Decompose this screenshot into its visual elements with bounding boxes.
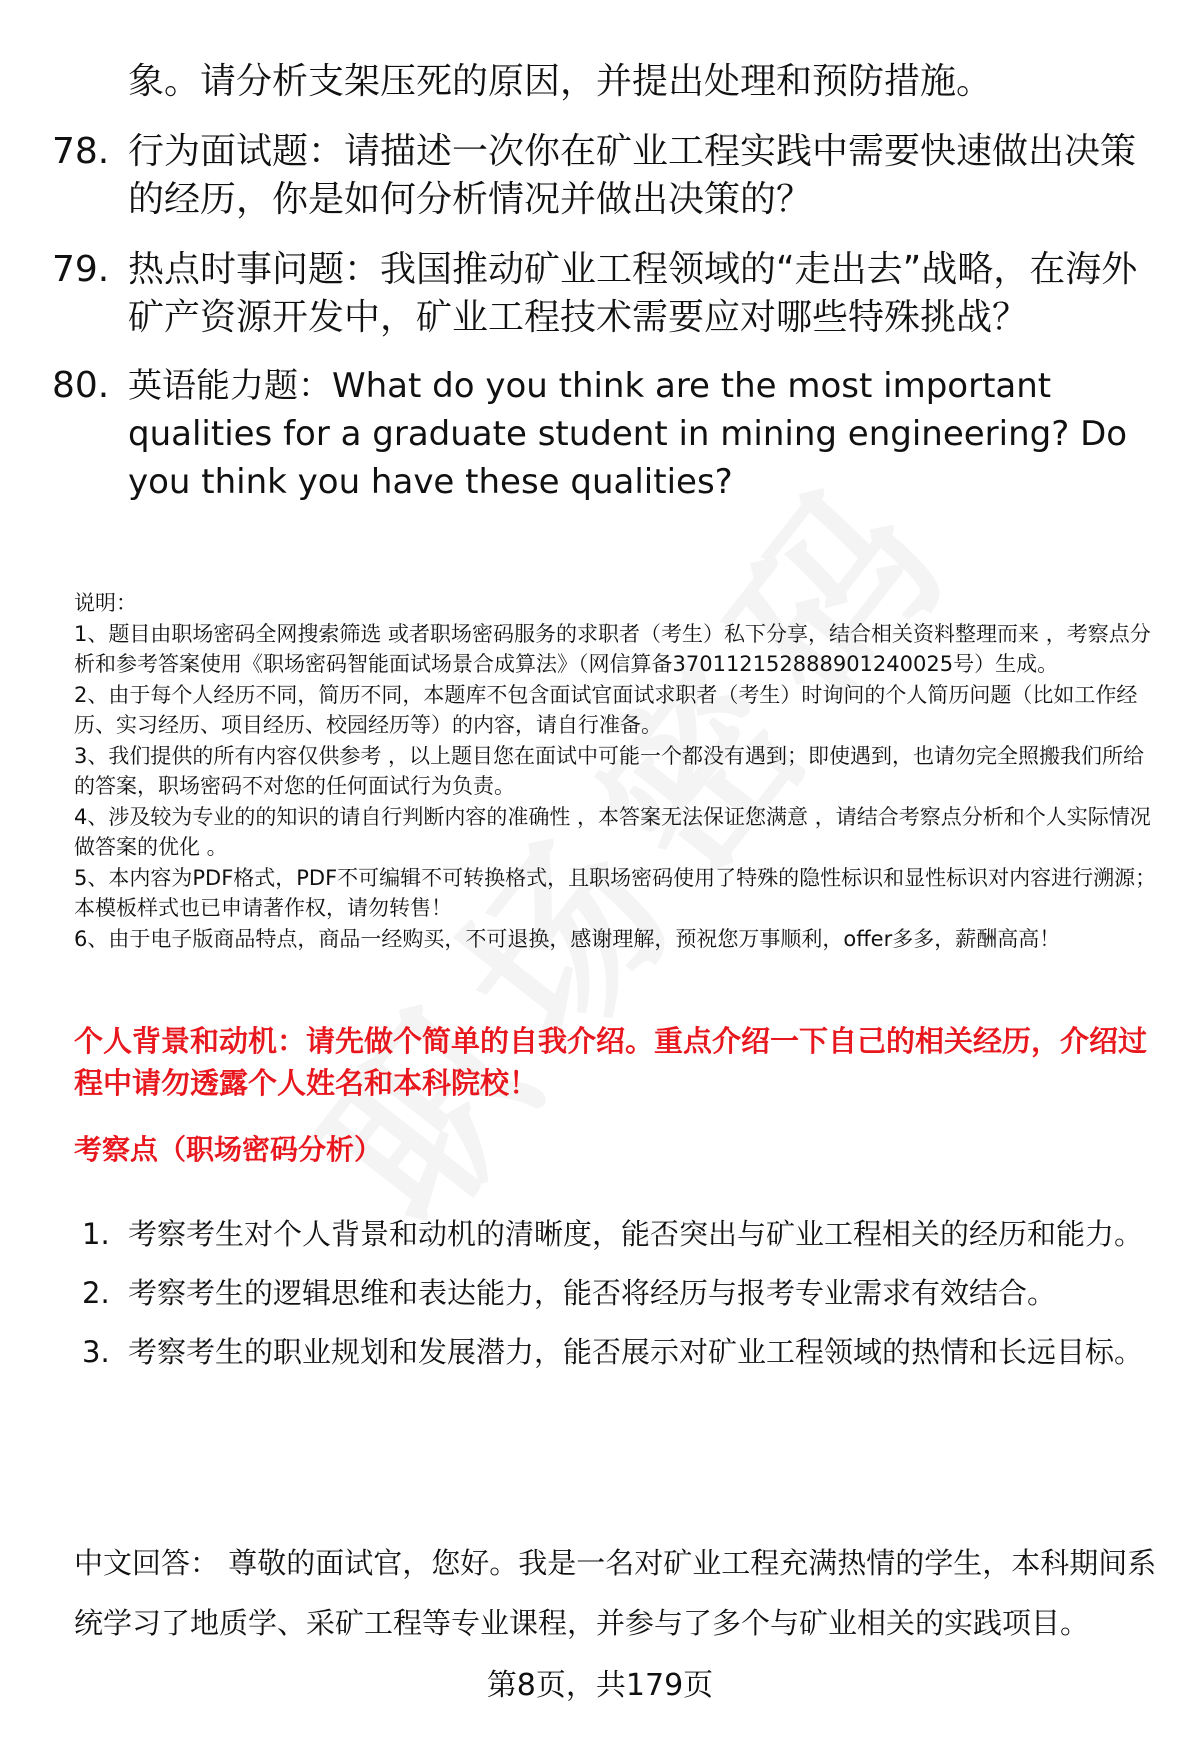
notes-title: 说明： (74, 591, 137, 615)
question-number: 80. (52, 365, 110, 406)
note-item: 4、涉及较为专业的的知识的请自行判断内容的准确性 ，本答案无法保证您满意 ，请结合考察点分析和个人实际情况做答案的优化 。 (74, 804, 1151, 859)
note-item: 3、我们提供的所有内容仅供参考 ，以上题目您在面试中可能一个都没有遇到；即使遇到，也请勿完全照搬我们所给的答案，职场密码不对您的任何面试行为负责。 (74, 743, 1145, 798)
question-number: 79. (52, 249, 110, 290)
note-item: 5、本内容为PDF格式，PDF不可编辑不可转换格式，且职场密码使用了特殊的隐性标识和显性标识对内容进行溯源；本模板样式也已申请著作权，请勿转售！ (74, 865, 1157, 920)
point-text: 考察考生的职业规划和发展潜力，能否展示对矿业工程领域的热情和长远目标。 (128, 1335, 1144, 1369)
point-number: 2. (82, 1276, 110, 1310)
point-text: 考察考生的逻辑思维和表达能力，能否将经历与报考专业需求有效结合。 (128, 1276, 1057, 1310)
question-continuation: 象。请分析支架压死的原因，并提出处理和预防措施。 (128, 61, 993, 102)
question-text: 英语能力题：What do you think are the most important qualities for a graduate student in mining engineering? Do you think you have these qualities? (128, 366, 1128, 502)
note-item: 6、由于电子版商品特点，商品一经购买，不可退换，感谢理解，预祝您万事顺利，offer多多，薪酬高高！ (74, 926, 1061, 951)
note-item: 2、由于每个人经历不同，简历不同，本题库不包含面试官面试求职者（考生）时询问的个人简历问题（比如工作经历、实习经历、项目经历、校园经历等）的内容，请自行准备。 (74, 682, 1138, 737)
section-subheading: 考察点（职场密码分析） (74, 1133, 383, 1166)
list-item (82, 1264, 1162, 1323)
point-text: 考察考生对个人背景和动机的清晰度，能否突出与矿业工程相关的经历和能力。 (128, 1217, 1144, 1251)
section-heading: 个人背景和动机：请先做个简单的自我介绍。重点介绍一下自己的相关经历，介绍过程中请勿透露个人姓名和本科院校！ (74, 1024, 1148, 1100)
note-item: 1、题目由职场密码全网搜索筛选 或者职场密码服务的求职者（考生）私下分享，结合相关资料整理而来 ，考察点分析和参考答案使用《职场密码智能面试场景合成算法》（网信算备370112152888901240025号）生成。 (74, 621, 1151, 676)
question-item (52, 128, 1162, 224)
question-number: 78. (52, 131, 110, 172)
question-item (52, 362, 1162, 506)
point-number: 3. (82, 1335, 110, 1369)
list-item (82, 1205, 1162, 1264)
question-item (52, 246, 1162, 342)
page-footer: 第8页，共179页 (486, 1668, 714, 1703)
list-item (82, 1323, 1162, 1382)
question-text: 行为面试题：请描述一次你在矿业工程实践中需要快速做出决策的经历，你是如何分析情况并做出决策的？ (128, 131, 1137, 220)
notes-block (74, 588, 1164, 954)
question-text: 热点时事问题：我国推动矿业工程领域的“走出去”战略，在海外矿产资源开发中，矿业工程技术需要应对哪些特殊挑战？ (128, 249, 1138, 338)
point-number: 1. (82, 1217, 110, 1251)
assessment-points (82, 1205, 1162, 1382)
answer-paragraph: 中文回答： 尊敬的面试官，您好。我是一名对矿业工程充满热情的学生，本科期间系统学习了地质学、采矿工程等专业课程，并参与了多个与矿业相关的实践项目。 (74, 1546, 1157, 1640)
